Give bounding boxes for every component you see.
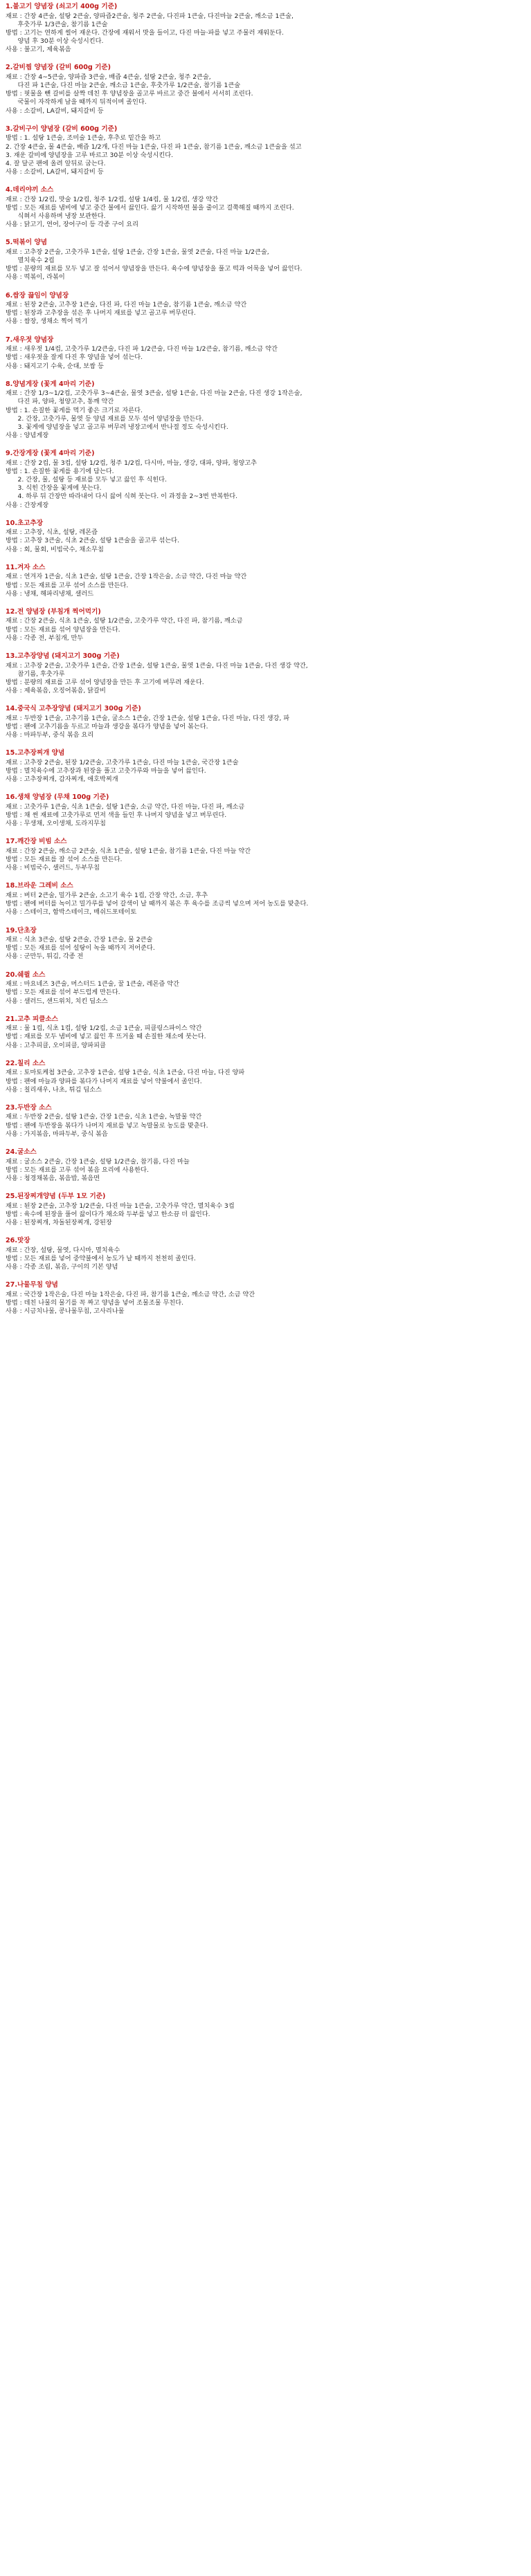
recipe-line: 사용 : 소갈비, LA갈비, 돼지갈비 등 [6,107,104,115]
recipe-line: 사용 : 군만두, 튀김, 각종 전 [6,953,84,961]
recipe-section [6,1104,527,1139]
recipe-line: 다진 파, 양파, 청양고추, 통깨 약간 [6,398,114,406]
recipe-section [6,1148,527,1183]
recipe-title: 18.브라운 그레비 소스 [6,882,73,890]
recipe-title: 3.갈비구이 양념장 (갈비 600g 기준) [6,125,118,133]
recipe-line: 방법 : 데친 나물의 물기를 꼭 짜고 양념을 넣어 조물조물 무친다. [6,1298,184,1307]
recipe-line: 방법 : 1. 손질한 꽃게를 용기에 담는다. [6,467,114,475]
recipe-line: 재료 : 두반장 2큰술, 설탕 1큰술, 간장 1큰술, 식초 1큰술, 녹말물 약간 [6,1113,202,1121]
recipe-line: 4. 잘 달군 팬에 올려 앞뒤로 굽는다. [6,159,106,167]
recipe-section [6,450,527,510]
recipe-line: 재료 : 고추장 2큰술, 고춧가루 1큰술, 설탕 1큰술, 간장 1큰술, 물엿 2큰술, 다진 마늘 1/2큰술, [6,248,269,256]
recipe-line: 재료 : 간장 2컵, 물 3컵, 설탕 1/2컵, 청주 1/2컵, 다시마, 마늘, 생강, 대파, 양파, 청양고추 [6,459,257,467]
recipe-line: 방법 : 핏물을 뺀 갈비를 살짝 데친 후 양념장을 골고루 바르고 중간 불에서 서서히 조린다. [6,90,253,98]
recipe-line: 재료 : 마요네즈 3큰술, 머스터드 1큰술, 꿀 1큰술, 레몬즙 약간 [6,980,179,988]
recipe-line: 사용 : 무생채, 오이생채, 도라지무침 [6,820,106,828]
recipe-line: 재료 : 버터 2큰술, 밀가루 2큰술, 소고기 육수 1컵, 간장 약간, 소금, 후추 [6,892,208,900]
recipe-title: 7.새우젓 양념장 [6,335,54,344]
recipe-line: 재료 : 토마토케첩 3큰술, 고추장 1큰술, 설탕 1큰술, 식초 1큰술, 다진 마늘, 다진 양파 [6,1069,245,1077]
recipe-line: 재료 : 간장 1/2컵, 맛술 1/2컵, 청주 1/2컵, 설탕 1/4컵, 물 1/2컵, 생강 약간 [6,195,219,203]
recipe-line: 사용 : 청경채볶음, 볶음밥, 볶음면 [6,1174,100,1182]
recipe-line: 재료 : 간장 1/3~1/2컵, 고춧가루 3~4큰술, 물엿 3큰술, 설탕 1큰술, 다진 마늘 2큰술, 다진 생강 1작은술, [6,389,303,398]
recipe-line: 방법 : 모든 재료를 고루 섞어 소스를 만든다. [6,581,129,589]
recipe-title: 22.칠리 소스 [6,1059,46,1067]
recipe-line: 재료 : 간장 2큰술, 식초 1큰술, 설탕 1/2큰술, 고춧가루 약간, 다진 파, 참기름, 깨소금 [6,617,243,625]
recipe-line: 사용 : 각종 조림, 볶음, 구이의 기본 양념 [6,1263,118,1271]
recipe-line: 후춧가루 1/3큰술, 참기름 1큰술 [6,20,108,28]
recipe-line: 방법 : 모든 재료를 잘 섞어 소스를 만든다. [6,856,123,864]
recipe-section [6,292,527,326]
recipe-line: 사용 : 고추장찌개, 감자찌개, 애호박찌개 [6,775,118,784]
recipe-section [6,3,527,54]
recipe-section [6,608,527,643]
recipe-title: 13.고추장양념 (돼지고기 300g 기준) [6,652,120,660]
recipe-line: 사용 : 된장찌개, 차돌된장찌개, 강된장 [6,1218,112,1226]
recipe-line: 방법 : 모든 재료를 섞어 부드럽게 만든다. [6,988,120,997]
recipe-section [6,1237,527,1271]
recipe-title: 6.쌈장 끓임이 양념장 [6,291,69,300]
recipe-title: 25.된장찌개양념 (두부 1모 기준) [6,1192,106,1200]
recipe-title: 4.데리야끼 소스 [6,186,54,194]
recipe-line: 방법 : 1. 설탕 1큰술, 조미술 1큰술, 후추로 밑간을 하고 [6,134,161,142]
recipe-title: 26.맛장 [6,1237,30,1245]
recipe-line: 재료 : 간장 2큰술, 깨소금 2큰술, 식초 1큰술, 설탕 1큰술, 참기름 1큰술, 다진 마늘 약간 [6,847,251,856]
recipe-section [6,927,527,962]
recipe-line: 2. 간장, 물, 설탕 등 재료를 모두 넣고 끓인 후 식힌다. [6,476,167,484]
recipe-section [6,838,527,872]
recipe-line: 재료 : 국간장 1작은술, 다진 마늘 1작은술, 다진 파, 참기름 1큰술, 깨소금 약간, 소금 약간 [6,1290,255,1298]
recipe-line: 사용 : 불고기, 제육볶음 [6,46,71,54]
recipe-title: 23.두반장 소스 [6,1103,52,1112]
recipe-section [6,125,527,176]
recipe-line: 방법 : 팬에 두반장을 볶다가 나머지 재료를 넣고 녹말물로 농도를 맞춘다. [6,1121,208,1130]
recipe-line: 재료 : 고추장 2큰술, 고춧가루 1큰술, 간장 1큰술, 설탕 1큰술, 물엿 1큰술, 다진 마늘 1큰술, 다진 생강 약간, [6,661,308,670]
recipe-title: 19.단초장 [6,926,37,935]
recipe-section [6,1281,527,1316]
recipe-title: 16.생채 양념장 (무채 100g 기준) [6,793,109,802]
recipe-line: 방법 : 모든 재료를 섞어 양념장을 만든다. [6,625,120,634]
recipe-title: 5.떡볶이 양념 [6,239,47,247]
recipe-line: 방법 : 팬에 고추기름을 두르고 마늘과 생강을 볶다가 양념을 넣어 볶는다. [6,722,208,730]
recipe-title: 12.전 양념장 (부침개 찍어먹기) [6,607,101,616]
recipe-line: 3. 재운 갈비에 양념장을 고루 바르고 30분 이상 숙성시킨다. [6,151,173,159]
recipe-line: 방법 : 새우젓을 잘게 다진 후 양념을 넣어 섞는다. [6,353,143,362]
recipe-line: 사용 : 비빔국수, 샐러드, 두부무침 [6,864,100,872]
recipe-line: 사용 : 스테이크, 함박스테이크, 매쉬드포테이토 [6,908,137,917]
recipe-line: 재료 : 새우젓 1/4컵, 고춧가루 1/2큰술, 다진 파 1/2큰술, 다진 마늘 1/2큰술, 참기름, 깨소금 약간 [6,345,278,353]
recipe-line: 멸치육수 2컵 [6,257,55,265]
recipe-line: 사용 : 냉채, 해파리냉채, 샐러드 [6,589,94,598]
recipe-line: 사용 : 제육볶음, 오징어볶음, 닭갈비 [6,686,106,694]
recipe-line: 재료 : 된장 2큰술, 고추장 1큰술, 다진 파, 다진 마늘 1큰술, 참기름 1큰술, 깨소금 약간 [6,301,247,309]
recipe-line: 2. 간장 4큰술, 물 4큰술, 배즙 1/2개, 다진 마늘 1큰술, 다진 파 1큰술, 참기름 1큰술, 깨소금 1큰술을 섞고 [6,142,302,151]
recipe-line: 재료 : 간장, 설탕, 물엿, 다시마, 멸치육수 [6,1246,120,1254]
recipe-line: 재료 : 고춧가루 1큰술, 식초 1큰술, 설탕 1큰술, 소금 약간, 다진 마늘, 다진 파, 깨소금 [6,802,245,811]
recipe-line: 국물이 자작하게 남을 때까지 뒤적이며 졸인다. [6,98,147,107]
recipe-line: 사용 : 고추피클, 오이피클, 양파피클 [6,1041,106,1049]
recipe-line: 다진 파 1큰술, 다진 마늘 2큰술, 깨소금 1큰술, 후춧가루 1/2큰술, 참기름 1큰술 [6,82,241,90]
recipe-line: 사용 : 각종 전, 부침개, 만두 [6,634,84,642]
recipe-line: 사용 : 간장게장 [6,501,49,509]
recipe-section [6,652,527,695]
recipe-title: 14.중국식 고추장양념 (돼지고기 300g 기준) [6,705,141,713]
recipe-section [6,749,527,784]
recipe-line: 사용 : 칠리새우, 나초, 튀김 딥소스 [6,1085,102,1094]
recipe-line: 재료 : 물 1컵, 식초 1컵, 설탕 1/2컵, 소금 1큰술, 피클링스파이스 약간 [6,1024,202,1033]
recipe-title: 8.양념게장 (꽃게 4마리 기준) [6,380,95,388]
recipe-line: 사용 : 시금치나물, 콩나물무침, 고사리나물 [6,1307,125,1316]
recipe-section [6,882,527,917]
recipe-line: 사용 : 닭고기, 연어, 장어구이 등 각종 구이 요리 [6,221,139,229]
recipe-line: 식혀서 사용하며 냉장 보관한다. [6,212,106,221]
recipe-line: 사용 : 마파두부, 중식 볶음 요리 [6,731,94,739]
recipe-section [6,519,527,554]
recipe-section [6,1060,527,1094]
recipe-line: 방법 : 모든 재료를 고루 섞어 볶음 요리에 사용한다. [6,1166,149,1174]
recipe-line: 방법 : 채 썬 재료에 고춧가루로 먼저 색을 들인 후 나머지 양념을 넣고 버무린다. [6,811,227,820]
recipe-title: 10.초고추장 [6,519,44,527]
recipe-line: 방법 : 육수에 된장을 풀어 끓이다가 채소와 두부를 넣고 한소끔 더 끓인다. [6,1210,210,1218]
recipe-section [6,336,527,371]
recipe-line: 참기름, 후춧가루 [6,670,65,678]
recipe-section [6,380,527,441]
recipe-title: 9.간장게장 (꽃게 4마리 기준) [6,450,95,458]
recipe-line: 사용 : 쌈장, 생채소 찍어 먹기 [6,318,88,326]
recipe-line: 사용 : 가지볶음, 마파두부, 중식 볶음 [6,1130,108,1138]
recipe-line: 사용 : 소갈비, LA갈비, 돼지갈비 등 [6,167,104,176]
recipe-line: 사용 : 떡볶이, 라볶이 [6,273,65,282]
recipe-section [6,705,527,739]
recipe-title: 20.쉐퀼 소스 [6,970,46,979]
recipe-line: 재료 : 고추장 2큰술, 된장 1/2큰술, 고춧가루 1큰술, 다진 마늘 1큰술, 국간장 1큰술 [6,758,239,766]
recipe-line: 방법 : 팬에 마늘과 양파를 볶다가 나머지 재료를 넣어 약불에서 졸인다. [6,1077,202,1085]
recipe-line: 양념 후 30분 이상 숙성시킨다. [6,37,104,46]
recipe-section [6,971,527,1006]
recipe-line: 2. 간장, 고춧가루, 물엿 등 양념 재료를 모두 섞어 양념장을 만든다. [6,414,204,423]
recipe-section [6,1193,527,1227]
recipe-line: 방법 : 멸치육수에 고추장과 된장을 풀고 고춧가루와 마늘을 넣어 끓인다. [6,767,206,775]
recipe-title: 21.고추 피클소스 [6,1015,58,1023]
recipe-line: 3. 꽃게에 양념장을 넣고 골고루 버무려 냉장고에서 반나절 정도 숙성시킨다. [6,423,228,431]
recipe-line: 사용 : 샐러드, 샌드위치, 치킨 딥소스 [6,997,108,1005]
recipe-line: 재료 : 연겨자 1큰술, 식초 1큰술, 설탕 1큰술, 간장 1작은술, 소금 약간, 다진 마늘 약간 [6,573,247,581]
recipe-title: 2.갈비찜 양념장 (갈비 600g 기준) [6,64,111,72]
recipe-line: 4. 하루 뒤 간장만 따라내어 다시 끓여 식혀 붓는다. 이 과정을 2~3번 반복한다. [6,493,238,501]
recipe-line: 방법 : 모든 재료를 섞어 설탕이 녹을 때까지 저어준다. [6,944,155,953]
recipe-line: 재료 : 굴소스 2큰술, 간장 1큰술, 설탕 1/2큰술, 참기름, 다진 마늘 [6,1157,190,1166]
recipe-line: 3. 식힌 간장을 꽃게에 붓는다. [6,484,102,493]
recipe-line: 재료 : 두반장 1큰술, 고추기름 1큰술, 굴소스 1큰술, 간장 1큰술, 설탕 1큰술, 다진 마늘, 다진 생강, 파 [6,714,290,722]
recipe-title: 27.나물무침 양념 [6,1281,58,1289]
recipe-line: 방법 : 고기는 연하게 썰어 재운다. 간장에 재워서 맛을 들이고, 다진 마늘·파를 넣고 주물러 재워둔다. [6,28,284,37]
recipe-section [6,239,527,282]
recipe-line: 사용 : 양념게장 [6,432,49,440]
recipe-line: 재료 : 식초 3큰술, 설탕 2큰술, 간장 1큰술, 물 2큰술 [6,936,153,944]
recipe-section [6,1015,527,1050]
recipe-line: 방법 : 모든 재료를 넣어 중약불에서 농도가 날 때까지 천천히 졸인다. [6,1254,196,1262]
recipe-section [6,64,527,115]
recipe-title: 17.깨간장 비빔 소스 [6,838,67,846]
recipe-line: 방법 : 팬에 버터를 녹이고 밀가루를 넣어 갈색이 날 때까지 볶은 후 육수를 조금씩 넣으며 저어 농도를 맞춘다. [6,900,309,908]
recipe-line: 재료 : 간장 4큰술, 설탕 2큰술, 양파즙2큰술, 청주 2큰술, 다진파 1큰술, 다진마늘 2큰술, 깨소금 1큰술, [6,12,294,20]
recipe-line: 재료 : 간장 4~5큰술, 양파즙 3큰술, 배즙 4큰술, 설탕 2큰술, 청주 2큰술, [6,73,211,82]
recipe-line: 방법 : 1. 손질한 꽃게를 먹기 좋은 크기로 자른다. [6,406,143,414]
recipe-line: 방법 : 모든 재료를 냄비에 넣고 중간 불에서 끓인다. 끓기 시작하면 불을 줄이고 걸쭉해질 때까지 조린다. [6,203,294,212]
recipe-section [6,793,527,828]
recipe-line: 방법 : 재료를 모두 냄비에 넣고 끓인 후 뜨거울 때 손질한 채소에 붓는다. [6,1033,206,1041]
recipe-line: 사용 : 회, 물회, 비빔국수, 채소무침 [6,545,104,553]
recipe-line: 사용 : 돼지고기 수육, 순대, 보쌈 등 [6,362,104,370]
recipe-section [6,186,527,229]
recipe-line: 재료 : 된장 2큰술, 고추장 1/2큰술, 다진 마늘 1큰술, 고춧가루 약간, 멸치육수 3컵 [6,1202,235,1210]
recipe-line: 방법 : 분량의 재료를 모두 넣고 잘 섞어서 양념장을 만든다. 육수에 양념장을 풀고 떡과 어묵을 넣어 끓인다. [6,265,303,273]
recipe-title: 11.겨자 소스 [6,563,46,571]
recipe-line: 방법 : 고추장 3큰술, 식초 2큰술, 설탕 1큰술을 골고루 섞는다. [6,537,179,545]
recipe-title: 24.굴소스 [6,1148,37,1156]
recipe-line: 방법 : 분량의 재료를 고루 섞어 양념장을 만든 후 고기에 버무려 재운다. [6,678,204,686]
recipe-section [6,564,527,598]
recipe-title: 15.고추장찌개 양념 [6,749,65,757]
recipe-title: 1.불고기 양념장 (쇠고기 400g 기준) [6,3,118,10]
recipe-line: 방법 : 된장과 고추장을 섞은 후 나머지 재료를 넣고 골고루 버무린다. [6,309,196,318]
recipe-line: 재료 : 고추장, 식초, 설탕, 레몬즙 [6,528,98,537]
